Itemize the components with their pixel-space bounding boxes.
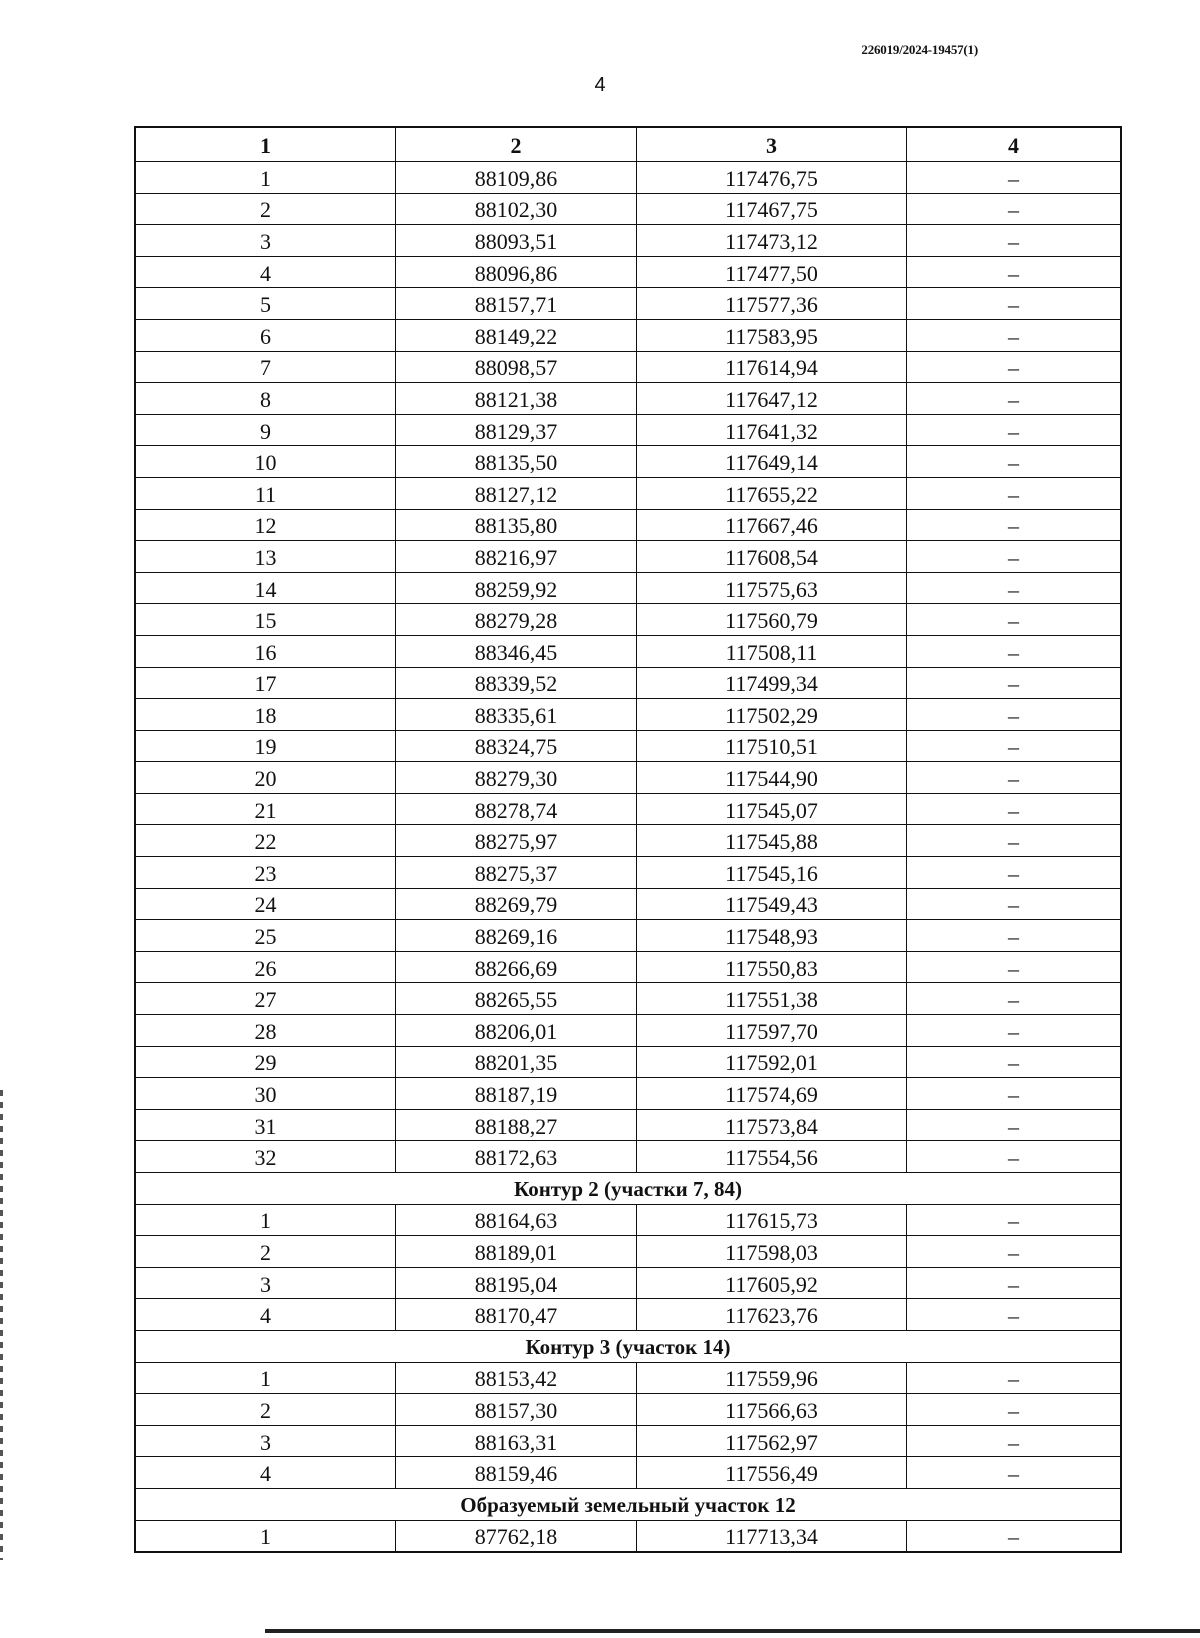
cell-col-2: 88121,38 — [396, 383, 637, 414]
table-row — [136, 1204, 1120, 1236]
cell-col-4: – — [1008, 1429, 1019, 1455]
cell-col-1: 3 — [136, 1268, 396, 1299]
cell-col-4: – — [1008, 924, 1019, 950]
table-row — [136, 1520, 1120, 1552]
cell-col-1: 12 — [136, 510, 396, 541]
cell-col-2: 88127,12 — [396, 478, 637, 509]
cell-col-4: – — [1008, 734, 1019, 760]
table-row — [136, 951, 1120, 983]
cell-col-2: 88346,45 — [396, 636, 637, 667]
cell-col-1: 4 — [136, 1299, 396, 1330]
cell-col-3: 117556,49 — [637, 1457, 907, 1488]
cell-col-4: – — [1008, 228, 1019, 254]
cell-col-3: 117510,51 — [637, 731, 907, 762]
cell-col-3: 117574,69 — [637, 1078, 907, 1109]
cell-col-4: – — [1008, 1018, 1019, 1044]
cell-col-1: 31 — [136, 1110, 396, 1141]
cell-col-3: 117545,16 — [637, 857, 907, 888]
table-row — [136, 287, 1120, 319]
table-row — [136, 572, 1120, 604]
page-number: 4 — [594, 74, 606, 96]
cell-col-3: 117573,84 — [637, 1110, 907, 1141]
cell-col-1: 1 — [136, 1205, 396, 1236]
cell-col-3: 117667,46 — [637, 510, 907, 541]
cell-col-1: 2 — [136, 194, 396, 225]
cell-col-3: 117545,88 — [637, 825, 907, 856]
cell-col-3: 117598,03 — [637, 1236, 907, 1267]
table-row — [136, 224, 1120, 256]
cell-col-2: 88279,30 — [396, 762, 637, 793]
cell-col-4: – — [1008, 1271, 1019, 1297]
cell-col-1: 3 — [136, 1426, 396, 1457]
cell-col-4: – — [1008, 1524, 1019, 1550]
cell-col-2: 88129,37 — [396, 415, 637, 446]
cell-col-2: 88135,50 — [396, 446, 637, 477]
table-row — [136, 856, 1120, 888]
table-row — [136, 477, 1120, 509]
cell-col-1: 20 — [136, 762, 396, 793]
cell-col-1: 28 — [136, 1015, 396, 1046]
cell-col-1: 9 — [136, 415, 396, 446]
scan-edge-line-bottom — [265, 1629, 1200, 1633]
cell-col-4: – — [1008, 1397, 1019, 1423]
cell-col-2: 88206,01 — [396, 1015, 637, 1046]
cell-col-1: 27 — [136, 983, 396, 1014]
cell-col-1: 15 — [136, 604, 396, 635]
cell-col-3: 117614,94 — [637, 352, 907, 383]
cell-col-1: 2 — [136, 1394, 396, 1425]
cell-col-1: 32 — [136, 1141, 396, 1172]
cell-col-2: 88109,86 — [396, 162, 637, 193]
cell-col-4: – — [1008, 355, 1019, 381]
cell-col-4: – — [1008, 1113, 1019, 1139]
cell-col-2: 88324,75 — [396, 731, 637, 762]
table-row — [136, 509, 1120, 541]
cell-col-1: 21 — [136, 794, 396, 825]
cell-col-4: – — [1008, 1082, 1019, 1108]
cell-col-4: – — [1008, 702, 1019, 728]
cell-col-2: 88153,42 — [396, 1363, 637, 1394]
cell-col-2: 88159,46 — [396, 1457, 637, 1488]
table-row — [136, 824, 1120, 856]
cell-col-1: 25 — [136, 920, 396, 951]
table-row — [136, 730, 1120, 762]
cell-col-2: 88216,97 — [396, 541, 637, 572]
cell-col-4: – — [1008, 766, 1019, 792]
table-row — [136, 256, 1120, 288]
header-cell-col-3: 3 — [637, 128, 907, 161]
cell-col-4: – — [1008, 292, 1019, 318]
cell-col-2: 88187,19 — [396, 1078, 637, 1109]
cell-col-3: 117559,96 — [637, 1363, 907, 1394]
cell-col-4: – — [1008, 386, 1019, 412]
cell-col-2: 88201,35 — [396, 1047, 637, 1078]
table-row — [136, 667, 1120, 699]
cell-col-4: – — [1008, 829, 1019, 855]
table-row — [136, 1109, 1120, 1141]
cell-col-2: 88172,63 — [396, 1141, 637, 1172]
cell-col-1: 2 — [136, 1236, 396, 1267]
table-row — [136, 1456, 1120, 1488]
cell-col-2: 88098,57 — [396, 352, 637, 383]
cell-col-2: 88170,47 — [396, 1299, 637, 1330]
cell-col-1: 1 — [136, 162, 396, 193]
cell-col-2: 88102,30 — [396, 194, 637, 225]
cell-col-3: 117655,22 — [637, 478, 907, 509]
cell-col-1: 14 — [136, 573, 396, 604]
cell-col-1: 13 — [136, 541, 396, 572]
table-row — [136, 761, 1120, 793]
table-row — [136, 635, 1120, 667]
cell-col-4: – — [1008, 955, 1019, 981]
header-cell-col-2: 2 — [396, 128, 637, 161]
cell-col-4: – — [1008, 608, 1019, 634]
cell-col-2: 88189,01 — [396, 1236, 637, 1267]
cell-col-4: – — [1008, 797, 1019, 823]
cell-col-2: 88339,52 — [396, 668, 637, 699]
cell-col-3: 117583,95 — [637, 320, 907, 351]
cell-col-1: 4 — [136, 1457, 396, 1488]
cell-col-2: 88275,97 — [396, 825, 637, 856]
cell-col-3: 117560,79 — [637, 604, 907, 635]
table-body — [136, 161, 1120, 1551]
cell-col-1: 7 — [136, 352, 396, 383]
cell-col-4: – — [1008, 576, 1019, 602]
section-title-row — [136, 1330, 1120, 1362]
section-title-row — [136, 1488, 1120, 1520]
cell-col-1: 4 — [136, 257, 396, 288]
table-row — [136, 793, 1120, 825]
cell-col-2: 88279,28 — [396, 604, 637, 635]
cell-col-2: 88275,37 — [396, 857, 637, 888]
cell-col-1: 26 — [136, 952, 396, 983]
cell-col-4: – — [1008, 481, 1019, 507]
cell-col-4: – — [1008, 671, 1019, 697]
cell-col-1: 6 — [136, 320, 396, 351]
cell-col-3: 117544,90 — [637, 762, 907, 793]
table-row — [136, 382, 1120, 414]
cell-col-4: – — [1008, 892, 1019, 918]
cell-col-2: 87762,18 — [396, 1521, 637, 1552]
cell-col-2: 88265,55 — [396, 983, 637, 1014]
cell-col-3: 117608,54 — [637, 541, 907, 572]
cell-col-1: 30 — [136, 1078, 396, 1109]
cell-col-2: 88188,27 — [396, 1110, 637, 1141]
cell-col-4: – — [1008, 418, 1019, 444]
table-row — [136, 1077, 1120, 1109]
cell-col-4: – — [1008, 1145, 1019, 1171]
cell-col-1: 16 — [136, 636, 396, 667]
header-cell-col-4: 4 — [1008, 133, 1019, 158]
cell-col-2: 88096,86 — [396, 257, 637, 288]
cell-col-3: 117577,36 — [637, 288, 907, 319]
section-title-row — [136, 1172, 1120, 1204]
cell-col-3: 117615,73 — [637, 1205, 907, 1236]
cell-col-3: 117623,76 — [637, 1299, 907, 1330]
header-cell-col-1: 1 — [136, 128, 396, 161]
cell-col-1: 23 — [136, 857, 396, 888]
table-row — [136, 603, 1120, 635]
cell-col-4: – — [1008, 260, 1019, 286]
cell-col-3: 117713,34 — [637, 1521, 907, 1552]
cell-col-4: – — [1008, 450, 1019, 476]
cell-col-4: – — [1008, 1239, 1019, 1265]
cell-col-4: – — [1008, 1050, 1019, 1076]
table-row — [136, 919, 1120, 951]
section-title: Контур 3 (участок 14) — [525, 1335, 731, 1360]
cell-col-3: 117605,92 — [637, 1268, 907, 1299]
document-number: 226019/2024-19457(1) — [861, 42, 978, 57]
cell-col-2: 88135,80 — [396, 510, 637, 541]
cell-col-2: 88164,63 — [396, 1205, 637, 1236]
cell-col-2: 88335,61 — [396, 699, 637, 730]
cell-col-1: 1 — [136, 1521, 396, 1552]
cell-col-1: 17 — [136, 668, 396, 699]
cell-col-3: 117551,38 — [637, 983, 907, 1014]
cell-col-2: 88278,74 — [396, 794, 637, 825]
cell-col-1: 8 — [136, 383, 396, 414]
cell-col-1: 19 — [136, 731, 396, 762]
coordinates-table — [134, 126, 1122, 1553]
table-row — [136, 888, 1120, 920]
cell-col-3: 117566,63 — [637, 1394, 907, 1425]
table-header-row — [136, 128, 1120, 161]
cell-col-1: 24 — [136, 889, 396, 920]
cell-col-3: 117597,70 — [637, 1015, 907, 1046]
cell-col-2: 88157,71 — [396, 288, 637, 319]
cell-col-3: 117641,32 — [637, 415, 907, 446]
cell-col-3: 117649,14 — [637, 446, 907, 477]
table-row — [136, 982, 1120, 1014]
cell-col-1: 3 — [136, 225, 396, 256]
cell-col-1: 29 — [136, 1047, 396, 1078]
cell-col-4: – — [1008, 639, 1019, 665]
scan-edge-line-left — [0, 1090, 3, 1560]
cell-col-3: 117476,75 — [637, 162, 907, 193]
cell-col-4: – — [1008, 1366, 1019, 1392]
cell-col-2: 88259,92 — [396, 573, 637, 604]
cell-col-1: 5 — [136, 288, 396, 319]
cell-col-2: 88093,51 — [396, 225, 637, 256]
cell-col-4: – — [1008, 1208, 1019, 1234]
table-row — [136, 161, 1120, 193]
table-row — [136, 698, 1120, 730]
cell-col-4: – — [1008, 323, 1019, 349]
table-row — [136, 445, 1120, 477]
cell-col-3: 117575,63 — [637, 573, 907, 604]
table-row — [136, 319, 1120, 351]
cell-col-1: 11 — [136, 478, 396, 509]
cell-col-3: 117647,12 — [637, 383, 907, 414]
table-row — [136, 193, 1120, 225]
cell-col-1: 10 — [136, 446, 396, 477]
cell-col-2: 88269,16 — [396, 920, 637, 951]
section-title: Образуемый земельный участок 12 — [460, 1493, 796, 1518]
cell-col-2: 88195,04 — [396, 1268, 637, 1299]
table-row — [136, 1235, 1120, 1267]
cell-col-3: 117549,43 — [637, 889, 907, 920]
table-row — [136, 1046, 1120, 1078]
cell-col-3: 117562,97 — [637, 1426, 907, 1457]
cell-col-3: 117592,01 — [637, 1047, 907, 1078]
table-row — [136, 1425, 1120, 1457]
cell-col-3: 117467,75 — [637, 194, 907, 225]
table-row — [136, 414, 1120, 446]
cell-col-3: 117508,11 — [637, 636, 907, 667]
cell-col-4: – — [1008, 544, 1019, 570]
cell-col-1: 22 — [136, 825, 396, 856]
table-row — [136, 1362, 1120, 1394]
table-row — [136, 351, 1120, 383]
cell-col-4: – — [1008, 987, 1019, 1013]
cell-col-3: 117550,83 — [637, 952, 907, 983]
table-row — [136, 1140, 1120, 1172]
cell-col-3: 117502,29 — [637, 699, 907, 730]
cell-col-2: 88269,79 — [396, 889, 637, 920]
table-row — [136, 1267, 1120, 1299]
cell-col-1: 18 — [136, 699, 396, 730]
cell-col-3: 117548,93 — [637, 920, 907, 951]
table-row — [136, 1298, 1120, 1330]
table-row — [136, 540, 1120, 572]
cell-col-3: 117473,12 — [637, 225, 907, 256]
cell-col-1: 1 — [136, 1363, 396, 1394]
cell-col-4: – — [1008, 860, 1019, 886]
cell-col-2: 88163,31 — [396, 1426, 637, 1457]
section-title: Контур 2 (участки 7, 84) — [514, 1177, 742, 1202]
cell-col-2: 88149,22 — [396, 320, 637, 351]
cell-col-4: – — [1008, 1303, 1019, 1329]
table-row — [136, 1014, 1120, 1046]
cell-col-3: 117554,56 — [637, 1141, 907, 1172]
cell-col-3: 117545,07 — [637, 794, 907, 825]
cell-col-4: – — [1008, 165, 1019, 191]
cell-col-2: 88266,69 — [396, 952, 637, 983]
cell-col-4: – — [1008, 197, 1019, 223]
cell-col-2: 88157,30 — [396, 1394, 637, 1425]
cell-col-3: 117499,34 — [637, 668, 907, 699]
cell-col-4: – — [1008, 1461, 1019, 1487]
cell-col-4: – — [1008, 513, 1019, 539]
cell-col-3: 117477,50 — [637, 257, 907, 288]
table-row — [136, 1393, 1120, 1425]
